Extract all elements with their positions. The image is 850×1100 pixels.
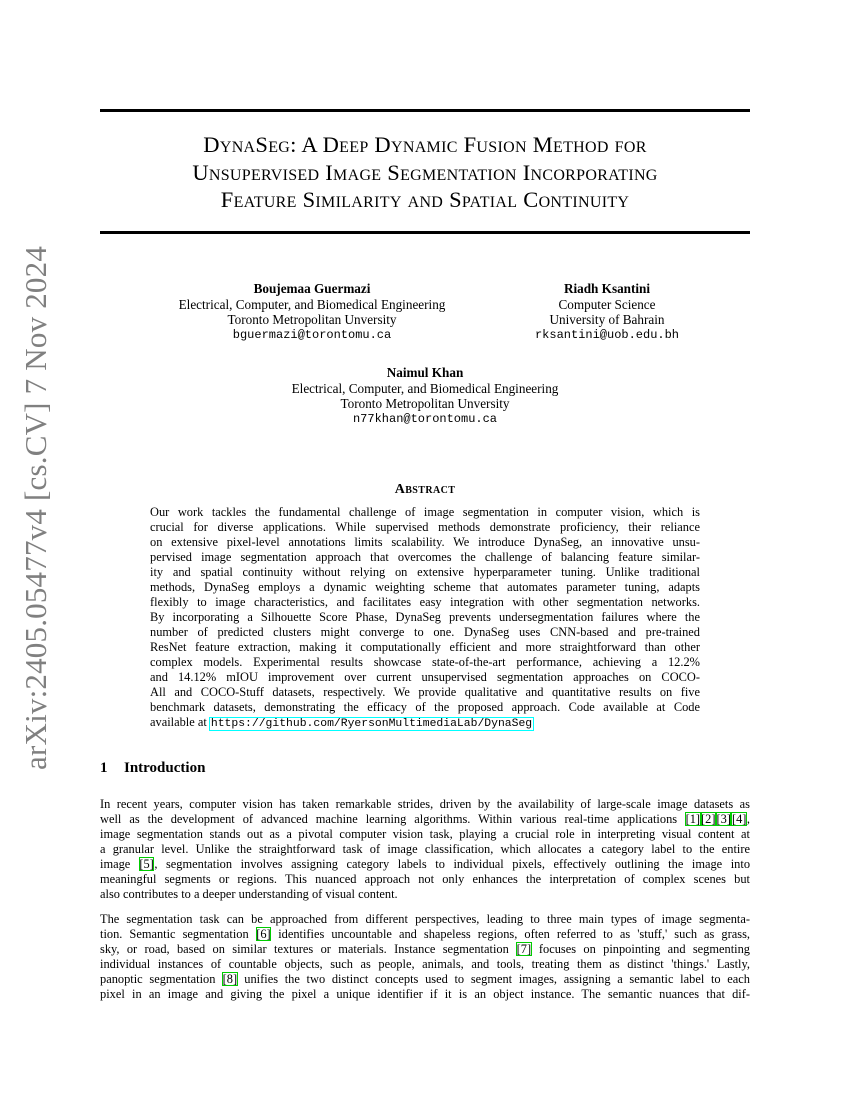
author-name: Riadh Ksantini [563,281,651,296]
citation-link-2[interactable]: [2] [701,812,716,826]
abstract-line: on extensive pixel-level annotations limits scalability. We introduce DynaSeg, an innovative unsu- [150,535,700,549]
paragraph-line [100,972,750,987]
line-text: focuses on pinpointing and segmenting [531,942,750,956]
title-rule-top [100,109,750,112]
title-line-1: DynaSeg: A Deep Dynamic Fusion Method for [203,132,647,157]
abstract-line: flexibly to image characteristics, and facilitates easy integration with other segmentation networks. [150,595,700,609]
author-name: Boujemaa Guermazi [253,281,371,296]
paragraph-line: The segmentation task can be approached from different perspectives, leading to three main types of image segmenta- [100,912,750,926]
paragraph-line: meaningful segments or regions. This nuanced approach not only enhances the interpretation of complex scenes but [100,872,750,886]
line-text: unifies the two distinct concepts used to segment images, assigning a semantic label to each [237,972,750,986]
author-affiliation: Computer Science [558,296,656,312]
citation-link-5[interactable]: [5] [139,857,154,871]
citation-link-4[interactable]: [4] [731,812,747,826]
abstract-line: and 14.12% mIOU improvement over current unsupervised segmentation approaches on COCO- [150,670,700,684]
abstract-line: Our work tackles the fundamental challenge of image segmentation in computer vision, which is [150,505,700,519]
line-text: tion. Semantic segmentation [100,927,256,941]
paragraph-line: a granular level. Unlike the straightforward task of image classification, which allocates a category label to the entire [100,842,750,856]
paragraph-line [100,942,750,957]
title-line-3: Feature Similarity and Spatial Continuity [220,187,630,212]
github-code-link[interactable]: https://github.com/RyersonMultimediaLab/DynaSeg [210,718,533,730]
abstract-line: complex models. Experimental results showcase state-of-the-art performance, achieving a 12.2% [150,655,700,669]
line-text: identifies uncountable and shapeless regions, often referred to as 'stuff,' such as grass, [271,927,750,941]
citation-link-1[interactable]: [1] [685,812,701,826]
abstract-line: ity and spatial continuity without relying on extensive hyperparameter tuning. Unlike traditional [150,565,700,579]
paragraph-line: pixel in an image and giving the pixel a unique identifier if it is an object instance. The semantic nuances that dif- [100,987,750,1001]
paragraph-line: also contributes to a deeper understanding of visual content. [100,887,398,901]
author-email: n77khan@torontomu.ca [352,411,498,426]
title-rule-bottom [100,231,750,234]
section-number: 1 [100,760,108,776]
arxiv-identifier-stamp: arXiv:2405.05477v4 [cs.CV] 7 Nov 2024 [18,245,53,770]
paragraph-line [100,812,750,827]
abstract-body [150,505,700,732]
paragraph-line: In recent years, computer vision has taken remarkable strides, driven by the availability of large-scale image datasets as [100,797,750,811]
line-text: image [100,857,139,871]
line-text: , segmentation involves assigning category labels to individual pixels, effectively outlining the image into [154,857,751,871]
author-card-ksantini [507,281,707,343]
author-institution: University of Bahrain [549,312,665,328]
author-institution: Toronto Metropolitan Unversity [227,312,397,328]
abstract-line: All and COCO-Stuff datasets, respectively. We provide qualitative and quantitative results on five [150,685,700,699]
abstract-line: number of predicted clusters might converge to one. DynaSeg uses CNN-based and pre-trained [150,625,700,639]
author-name: Naimul Khan [386,365,464,380]
paragraph-line [100,857,750,872]
author-affiliation: Electrical, Computer, and Biomedical Engineering [178,296,446,312]
line-text: , [746,812,750,826]
paragraph-line [100,927,750,942]
author-card-khan [275,365,575,427]
abstract-line-last [150,715,700,732]
citation-link-3[interactable]: [3] [716,812,731,826]
line-text: sky, or road, based on similar textures or materials. Instance segmentation [100,942,517,956]
author-block [100,281,750,426]
paragraph-line: individual instances of countable objects, such as people, animals, and tools, treating them as distinct 'things.' Lastly, [100,957,750,971]
intro-paragraph-1 [100,797,750,902]
abstract-line: crucial for diverse applications. While supervised methods demonstrate proficiency, their reliance [150,520,700,534]
line-text: panoptic segmentation [100,972,223,986]
line-text: well as the development of advanced machine learning algorithms. Within various real-time applications [100,812,686,826]
abstract-line: By incorporating a Silhouette Score Phase, DynaSeg prevents undersegmentation failures where the [150,610,700,624]
intro-paragraph-2 [100,912,750,1002]
author-affiliation: Electrical, Computer, and Biomedical Engineering [291,380,559,396]
author-institution: Toronto Metropolitan Unversity [340,396,510,412]
section-heading-introduction [100,760,205,777]
citation-link-8[interactable]: [8] [222,972,238,986]
abstract-line: benchmark datasets, demonstrating the efficacy of the proposed approach. Code available at Code [150,700,700,714]
abstract-line: pervised image segmentation approach that overcomes the challenge of balancing feature similar- [150,550,700,564]
section-title: Introduction [124,760,206,776]
abstract-heading: Abstract [394,482,456,497]
paper-title [100,131,750,214]
code-available-text: available at [150,715,210,729]
author-email: bguermazi@torontomu.ca [232,327,392,342]
title-line-2: Unsupervised Image Segmentation Incorporating [192,159,658,185]
citation-link-6[interactable]: [6] [256,927,271,941]
author-email: rksantini@uob.edu.bh [534,327,680,342]
paragraph-line: image segmentation stands out as a pivotal computer vision task, playing a crucial role in interpreting visual content at [100,827,750,841]
author-card-guermazi [172,281,452,343]
citation-link-7[interactable]: [7] [516,942,532,956]
abstract-line: ResNet feature extraction, making it computationally efficient and more straightforward than other [150,640,700,654]
abstract-line: methods, DynaSeg employs a dynamic weighting scheme that automates parameter tuning, adapts [150,580,700,594]
